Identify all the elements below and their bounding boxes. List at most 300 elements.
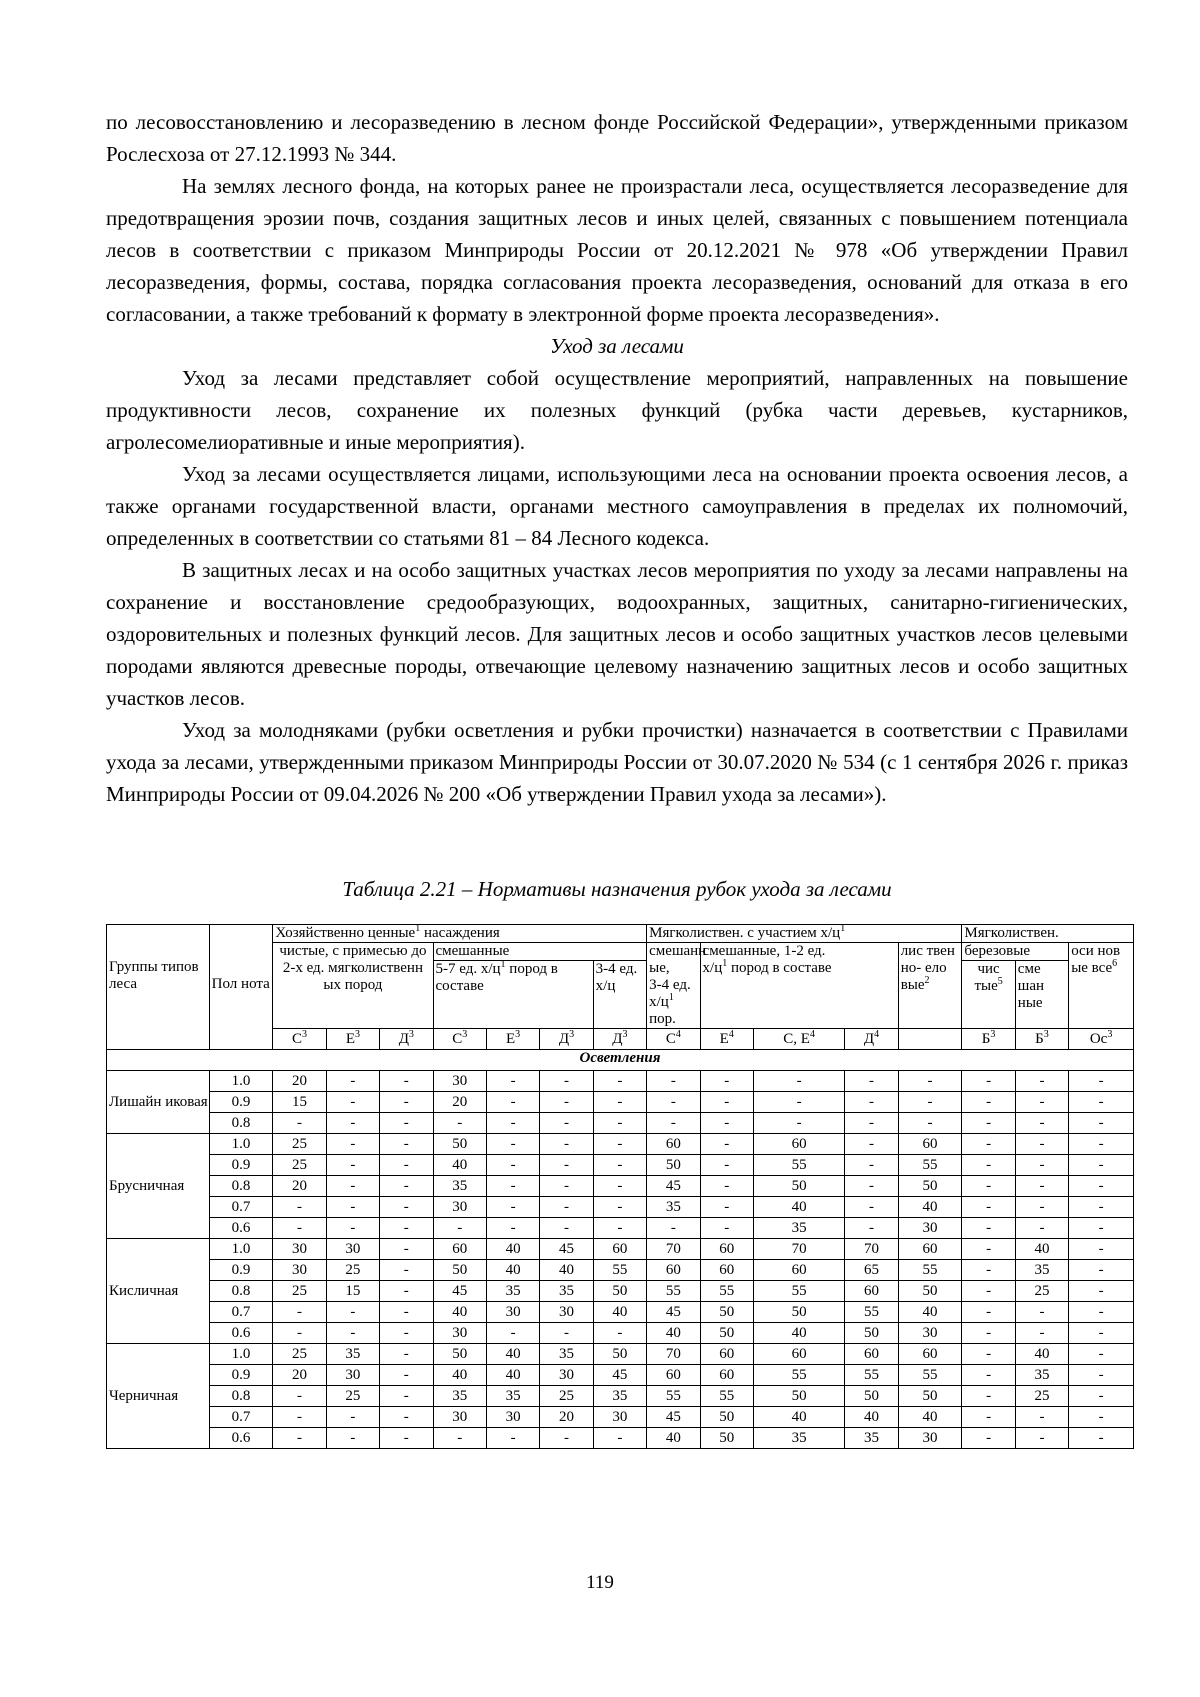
table-row [107,1281,1134,1302]
value-cell: 55 [647,1386,700,1407]
forest-type-group: Лишайн иковая [107,1071,210,1134]
forest-type-group: Кисличная [107,1239,210,1344]
column-code: $Б^3$ [1015,1029,1068,1050]
value-cell: - [1015,1407,1068,1428]
column-code: $Д^3$ [540,1029,593,1050]
value-cell: - [486,1071,539,1092]
value-cell: 60 [753,1134,844,1155]
value-cell: 70 [647,1344,700,1365]
value-cell: - [898,1071,962,1092]
value-cell: 45 [647,1176,700,1197]
value-cell: - [326,1428,379,1449]
value-cell: 60 [845,1344,898,1365]
value-cell: - [1069,1071,1134,1092]
value-cell: 45 [647,1302,700,1323]
value-cell: 20 [273,1071,326,1092]
value-cell: - [593,1071,646,1092]
value-cell: - [593,1176,646,1197]
value-cell: - [700,1071,753,1092]
header-mixed: смешанные [433,943,647,961]
value-cell: 55 [753,1365,844,1386]
density-cell: 0.9 [209,1365,273,1386]
value-cell: - [1015,1323,1068,1344]
value-cell: 60 [898,1239,962,1260]
value-cell: - [753,1113,844,1134]
value-cell: - [1069,1092,1134,1113]
value-cell: - [380,1260,433,1281]
value-cell: 60 [593,1239,646,1260]
value-cell: - [593,1428,646,1449]
value-cell: - [273,1323,326,1344]
value-cell: - [1069,1218,1134,1239]
value-cell: - [700,1197,753,1218]
value-cell: - [1015,1134,1068,1155]
table-row [107,1323,1134,1344]
value-cell: 40 [433,1302,486,1323]
value-cell: 30 [273,1260,326,1281]
density-cell: 0.7 [209,1302,273,1323]
value-cell: 35 [486,1386,539,1407]
table-row [107,1092,1134,1113]
density-cell: 1.0 [209,1344,273,1365]
value-cell: 25 [1015,1281,1068,1302]
column-code: $Д^4$ [845,1029,898,1050]
value-cell: - [380,1197,433,1218]
value-cell: 55 [753,1281,844,1302]
value-cell: 60 [433,1239,486,1260]
value-cell: 15 [273,1092,326,1113]
value-cell: - [380,1176,433,1197]
value-cell: - [962,1260,1015,1281]
value-cell: 40 [1015,1344,1068,1365]
value-cell: 40 [486,1365,539,1386]
value-cell: - [593,1092,646,1113]
value-cell: - [486,1323,539,1344]
value-cell: - [380,1302,433,1323]
value-cell: - [1015,1197,1068,1218]
value-cell: 55 [898,1155,962,1176]
value-cell: - [380,1218,433,1239]
value-cell: - [962,1239,1015,1260]
value-cell: - [1015,1092,1068,1113]
value-cell: 50 [700,1323,753,1344]
value-cell: - [326,1155,379,1176]
value-cell: - [845,1113,898,1134]
value-cell: 30 [540,1302,593,1323]
header-soft-mixed34: смешанн ые, 3-4 ед. $х/ц^1$ пор. [647,943,700,1029]
value-cell: - [326,1092,379,1113]
value-cell: 15 [326,1281,379,1302]
value-cell: - [700,1176,753,1197]
intro-text [106,106,1128,810]
density-cell: 0.8 [209,1113,273,1134]
value-cell: - [1069,1176,1134,1197]
value-cell: - [845,1134,898,1155]
value-cell: 55 [845,1365,898,1386]
value-cell: 40 [486,1239,539,1260]
value-cell: 70 [647,1239,700,1260]
value-cell: 30 [326,1365,379,1386]
value-cell: - [326,1407,379,1428]
value-cell: - [326,1323,379,1344]
value-cell: 50 [845,1386,898,1407]
norms-table [106,924,1134,1449]
value-cell: - [1069,1197,1134,1218]
value-cell: 35 [845,1428,898,1449]
header-deciduous: лис твен но- ело вые$^2$ [898,943,962,1029]
value-cell: - [1069,1155,1134,1176]
value-cell: 35 [540,1281,593,1302]
value-cell: 60 [647,1134,700,1155]
value-cell: - [700,1155,753,1176]
value-cell: - [326,1218,379,1239]
value-cell: - [962,1155,1015,1176]
value-cell: - [962,1176,1015,1197]
header-valuable: Хозяйственно ценные$^1$ насаждения [273,925,647,943]
value-cell: 35 [753,1428,844,1449]
value-cell: - [753,1071,844,1092]
value-cell: - [647,1092,700,1113]
value-cell: - [486,1113,539,1134]
value-cell: - [1069,1113,1134,1134]
value-cell: - [962,1302,1015,1323]
value-cell: 50 [700,1428,753,1449]
value-cell: 40 [845,1407,898,1428]
header-birch: березовые [962,943,1069,961]
value-cell: - [845,1218,898,1239]
value-cell: 20 [540,1407,593,1428]
value-cell: - [845,1197,898,1218]
value-cell: 35 [1015,1260,1068,1281]
value-cell: - [273,1113,326,1134]
value-cell: - [647,1113,700,1134]
value-cell: - [380,1071,433,1092]
density-cell: 0.9 [209,1092,273,1113]
paragraph: Уход за лесами представляет собой осуществление мероприятий, направленных на повышение продуктивности лесов, сохранение их полезных функций (рубка части деревьев, кустарников, агролесомелиоративные и иные мероприятия). [106,366,1128,454]
value-cell: 60 [845,1281,898,1302]
value-cell: 30 [486,1407,539,1428]
value-cell: - [1015,1302,1068,1323]
value-cell: 55 [700,1386,753,1407]
table-row [107,1134,1134,1155]
value-cell: - [326,1134,379,1155]
value-cell: - [540,1176,593,1197]
value-cell: 60 [898,1134,962,1155]
value-cell: - [1015,1155,1068,1176]
value-cell: 60 [700,1260,753,1281]
table-row [107,1113,1134,1134]
value-cell: - [700,1092,753,1113]
value-cell: - [540,1134,593,1155]
value-cell: 40 [753,1197,844,1218]
value-cell: - [380,1407,433,1428]
value-cell: 60 [700,1239,753,1260]
value-cell: - [273,1407,326,1428]
density-cell: 0.6 [209,1218,273,1239]
value-cell: 65 [845,1260,898,1281]
value-cell: 60 [700,1365,753,1386]
value-cell: - [540,1428,593,1449]
header-birch-mixed: сме шан ные [1015,961,1068,1029]
value-cell: 40 [647,1323,700,1344]
value-cell: - [540,1218,593,1239]
value-cell: - [1015,1113,1068,1134]
column-code [898,1029,962,1050]
paragraph: Уход за молодняками (рубки осветления и рубки прочистки) назначается в соответствии с Правилами ухода за лесами, утвержденными приказом Минприроды России от 30.07.2020 № 534 (с 1 сентября 2026 г. приказ Минприроды России от 09.04.2026 № 200 «Об утверждении Правил ухода за лесами»). [106,718,1128,806]
value-cell: - [380,1386,433,1407]
value-cell: 35 [486,1281,539,1302]
value-cell: - [962,1071,1015,1092]
table-row [107,1218,1134,1239]
value-cell: - [898,1113,962,1134]
value-cell: - [380,1092,433,1113]
density-cell: 0.9 [209,1260,273,1281]
paragraph: В защитных лесах и на особо защитных участках лесов мероприятия по уходу за лесами направлены на сохранение и восстановление средообразующих, водоохранных, защитных, санитарно-гигиенических, оздоровительных и полезных функций лесов. Для защитных лесов и особо защитных участков лесов целевыми породами являются древесные породы, отвечающие целевому назначению защитных лесов и особо защитных участков лесов. [106,558,1128,710]
value-cell: - [540,1113,593,1134]
header-aspen: оси нов ые все$^6$ [1069,943,1134,1029]
value-cell: 50 [898,1281,962,1302]
value-cell: - [380,1365,433,1386]
value-cell: 60 [753,1260,844,1281]
value-cell: 55 [898,1365,962,1386]
value-cell: 40 [898,1302,962,1323]
value-cell: - [273,1197,326,1218]
value-cell: - [962,1428,1015,1449]
paragraph: Уход за лесами осуществляется лицами, использующими леса на основании проекта освоения лесов, а также органами государственной власти, органами местного самоуправления в пределах их полномочий, определенных в соответствии со статьями 81 – 84 Лесного кодекса. [106,462,1128,550]
value-cell: 40 [1015,1239,1068,1260]
value-cell: - [700,1134,753,1155]
column-code: $Д^3$ [380,1029,433,1050]
value-cell: 50 [700,1407,753,1428]
value-cell: 30 [433,1197,486,1218]
value-cell: 30 [326,1239,379,1260]
value-cell: - [700,1218,753,1239]
value-cell: - [540,1323,593,1344]
value-cell: - [1069,1386,1134,1407]
column-code: $Б^3$ [962,1029,1015,1050]
density-cell: 0.9 [209,1155,273,1176]
paragraph: На землях лесного фонда, на которых ранее не произрастали леса, осуществляется лесоразведение для предотвращения эрозии почв, создания защитных лесов и иных целей, связанных с повышением потенциала лесов в соответствии с приказом Минприроды России от 20.12.2021 № 978 «Об утверждении Правил лесоразведения, формы, состава, порядка согласования проекта лесоразведения, оснований для отказа в его согласовании, а также требований к формату в электронной форме проекта лесоразведения». [106,174,1128,326]
header-pure: чистые, с примесью до 2-х ед. мягколиственн ых пород [273,943,433,1029]
value-cell: 55 [753,1155,844,1176]
table-row [107,1071,1134,1092]
section-row: Осветления [107,1050,1134,1071]
value-cell: - [962,1281,1015,1302]
value-cell: - [1015,1218,1068,1239]
column-code: С, $Е^4$ [753,1029,844,1050]
page-number: 119 [586,1572,614,1593]
value-cell: 50 [700,1302,753,1323]
value-cell: 40 [486,1344,539,1365]
value-cell: - [700,1113,753,1134]
value-cell: - [380,1239,433,1260]
value-cell: 25 [1015,1386,1068,1407]
value-cell: 35 [433,1176,486,1197]
value-cell: 30 [486,1302,539,1323]
column-code: $С^3$ [433,1029,486,1050]
value-cell: - [326,1302,379,1323]
value-cell: - [273,1428,326,1449]
value-cell: - [540,1155,593,1176]
density-cell: 0.7 [209,1197,273,1218]
section-heading: Уход за лесами [550,334,684,358]
value-cell: 45 [540,1239,593,1260]
value-cell: 40 [486,1260,539,1281]
column-code: $С^3$ [273,1029,326,1050]
table-row [107,1176,1134,1197]
value-cell: - [753,1092,844,1113]
value-cell: 30 [433,1407,486,1428]
density-cell: 0.7 [209,1407,273,1428]
value-cell: 30 [540,1365,593,1386]
table-row [107,1407,1134,1428]
value-cell: - [845,1176,898,1197]
value-cell: - [433,1428,486,1449]
value-cell: 20 [273,1176,326,1197]
column-code: $Е^3$ [326,1029,379,1050]
density-cell: 1.0 [209,1071,273,1092]
value-cell: 35 [647,1197,700,1218]
value-cell: - [433,1113,486,1134]
header-soft-mixed12: смешанные, 1-2 ед. $х/ц^1$ пород в составе [700,943,898,1029]
value-cell: 40 [593,1302,646,1323]
value-cell: - [486,1197,539,1218]
value-cell: 40 [898,1407,962,1428]
value-cell: 40 [898,1197,962,1218]
value-cell: 50 [753,1302,844,1323]
header-birch-pure: чис тые$^5$ [962,961,1015,1029]
value-cell: 50 [593,1344,646,1365]
value-cell: 25 [326,1260,379,1281]
value-cell: - [486,1155,539,1176]
value-cell: 50 [593,1281,646,1302]
value-cell: 20 [273,1365,326,1386]
value-cell: - [380,1281,433,1302]
value-cell: - [1069,1428,1134,1449]
value-cell: - [593,1134,646,1155]
value-cell: - [380,1113,433,1134]
value-cell: - [845,1155,898,1176]
value-cell: 25 [273,1281,326,1302]
value-cell: - [1015,1071,1068,1092]
forest-type-group: Брусничная [107,1134,210,1239]
value-cell: 50 [753,1176,844,1197]
value-cell: - [845,1071,898,1092]
value-cell: - [962,1344,1015,1365]
table-row [107,1197,1134,1218]
value-cell: - [326,1113,379,1134]
column-code: $Ос^3$ [1069,1029,1134,1050]
value-cell: 40 [433,1365,486,1386]
value-cell: - [1069,1302,1134,1323]
density-cell: 0.6 [209,1323,273,1344]
value-cell: 50 [647,1155,700,1176]
value-cell: - [647,1071,700,1092]
value-cell: - [962,1092,1015,1113]
value-cell: 35 [326,1344,379,1365]
table-row [107,1155,1134,1176]
value-cell: - [962,1323,1015,1344]
value-cell: 30 [898,1218,962,1239]
value-cell: - [593,1155,646,1176]
table-row [107,1386,1134,1407]
value-cell: 35 [753,1218,844,1239]
value-cell: 40 [753,1323,844,1344]
value-cell: - [962,1113,1015,1134]
value-cell: 60 [753,1344,844,1365]
value-cell: 55 [647,1281,700,1302]
value-cell: 25 [326,1386,379,1407]
column-code: $Е^3$ [486,1029,539,1050]
table-row [107,1239,1134,1260]
value-cell: 45 [593,1365,646,1386]
header-soft-with: Мягколиствен. с участием $х/ц^1$ [647,925,962,943]
value-cell: - [1069,1281,1134,1302]
value-cell: 30 [593,1407,646,1428]
value-cell: - [326,1197,379,1218]
value-cell: - [845,1092,898,1113]
value-cell: - [1015,1428,1068,1449]
value-cell: - [486,1428,539,1449]
value-cell: 50 [845,1323,898,1344]
paragraph: по лесовосстановлению и лесоразведению в лесном фонде Российской Федерации», утвержденными приказом Рослесхоза от 27.12.1993 № 344. [106,110,1128,166]
table-row [107,1428,1134,1449]
value-cell: - [962,1218,1015,1239]
value-cell: - [593,1113,646,1134]
value-cell: 20 [433,1092,486,1113]
value-cell: 25 [273,1155,326,1176]
value-cell: - [380,1428,433,1449]
value-cell: 55 [593,1260,646,1281]
value-cell: - [380,1323,433,1344]
value-cell: 35 [540,1344,593,1365]
value-cell: 55 [845,1302,898,1323]
value-cell: 60 [700,1344,753,1365]
density-cell: 0.8 [209,1176,273,1197]
value-cell: 50 [433,1260,486,1281]
value-cell: - [486,1092,539,1113]
value-cell: - [1069,1239,1134,1260]
value-cell: 50 [753,1386,844,1407]
value-cell: 50 [433,1344,486,1365]
value-cell: 30 [433,1071,486,1092]
value-cell: - [486,1218,539,1239]
value-cell: - [962,1197,1015,1218]
value-cell: - [1069,1344,1134,1365]
value-cell: - [273,1218,326,1239]
value-cell: 25 [540,1386,593,1407]
table-row [107,1365,1134,1386]
value-cell: 70 [753,1239,844,1260]
value-cell: - [380,1344,433,1365]
table-caption: Таблица 2.21 – Нормативы назначения рубок ухода за лесами [342,877,892,901]
value-cell: - [380,1155,433,1176]
density-cell: 0.8 [209,1281,273,1302]
header-density: Пол нота [209,925,273,1050]
value-cell: - [1069,1407,1134,1428]
density-cell: 0.8 [209,1386,273,1407]
header-mixed-34: 3-4 ед. х/ц [593,961,646,1029]
value-cell: - [647,1218,700,1239]
value-cell: - [593,1197,646,1218]
forest-type-group: Черничная [107,1344,210,1449]
value-cell: - [540,1197,593,1218]
value-cell: - [486,1176,539,1197]
value-cell: - [273,1302,326,1323]
header-soft: Мягколиствен. [962,925,1134,943]
value-cell: - [540,1092,593,1113]
density-cell: 0.6 [209,1428,273,1449]
